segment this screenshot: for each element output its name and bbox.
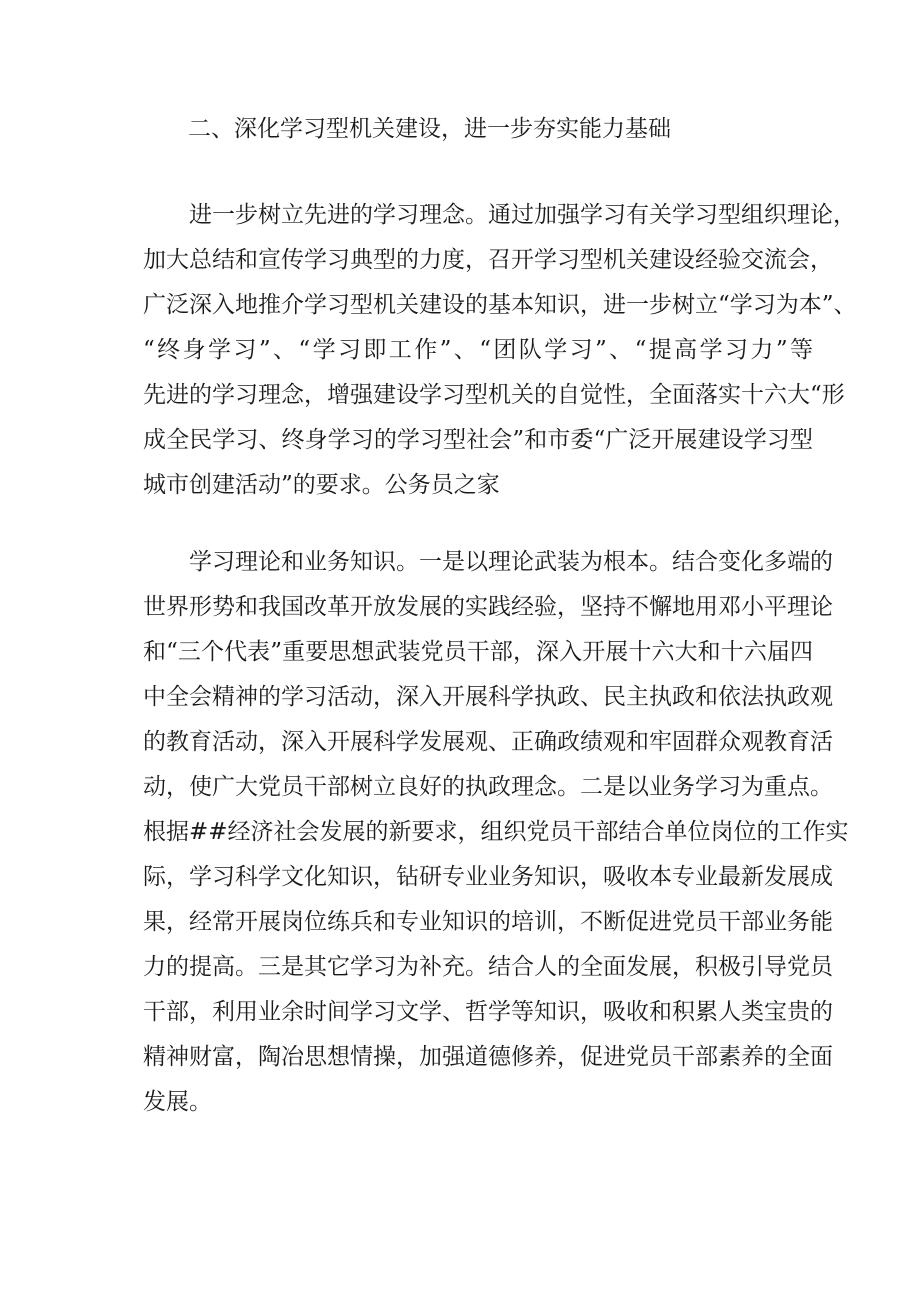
paragraph-line: 际，学习科学文化知识，钻研专业业务知识，吸收本专业最新发展成 bbox=[143, 864, 833, 890]
paragraph-line: 动，使广大党员干部树立良好的执政理念。二是以业务学习为重点。 bbox=[143, 774, 833, 800]
paragraph-line: 和“三个代表”重要思想武装党员干部，深入开展十六大和十六届四 bbox=[143, 639, 813, 665]
paragraph-line: 力的提高。三是其它学习为补充。结合人的全面发展，积极引导党员 bbox=[143, 954, 833, 980]
paragraph-line: 世界形势和我国改革开放发展的实践经验，坚持不懈地用邓小平理论 bbox=[143, 594, 833, 620]
paragraph-line: 广泛深入地推介学习型机关建设的基本知识，进一步树立“学习为本”、 bbox=[143, 292, 857, 318]
paragraph-line: 中全会精神的学习活动，深入开展科学执政、民主执政和依法执政观 bbox=[143, 684, 833, 710]
paragraph-line: 学习理论和业务知识。一是以理论武装为根本。结合变化多端的 bbox=[189, 549, 833, 575]
paragraph-line: 根据##经济社会发展的新要求，组织党员干部结合单位岗位的工作实 bbox=[143, 819, 849, 845]
paragraph-line: 干部，利用业余时间学习文学、哲学等知识，吸收和积累人类宝贵的 bbox=[143, 999, 833, 1025]
paragraph-line: 成全民学习、终身学习的学习型社会”和市委“广泛开展建设学习型 bbox=[143, 427, 813, 453]
paragraph-line: 进一步树立先进的学习理念。通过加强学习有关学习型组织理论， bbox=[189, 202, 856, 228]
paragraph-line: 果，经常开展岗位练兵和专业知识的培训，不断促进党员干部业务能 bbox=[143, 909, 833, 935]
paragraph-line: 发展。 bbox=[143, 1089, 212, 1115]
paragraph-line: 城市创建活动”的要求。公务员之家 bbox=[143, 472, 500, 498]
paragraph-line: 精神财富，陶冶思想情操，加强道德修养，促进党员干部素养的全面 bbox=[143, 1044, 833, 1070]
paragraph-theory-and-business bbox=[143, 540, 849, 1125]
paragraph-learning-concept bbox=[143, 193, 857, 508]
paragraph-line: 的教育活动，深入开展科学发展观、正确政绩观和牢固群众观教育活 bbox=[143, 729, 833, 755]
paragraph-line: 加大总结和宣传学习典型的力度，召开学习型机关建设经验交流会， bbox=[143, 247, 833, 273]
paragraph-line: “终身学习”、“学习即工作”、“团队学习”、“提高学习力”等 bbox=[143, 337, 813, 363]
section-heading: 二、深化学习型机关建设，进一步夯实能力基础 bbox=[188, 116, 671, 142]
paragraph-line: 先进的学习理念，增强建设学习型机关的自觉性，全面落实十六大“形 bbox=[143, 382, 845, 408]
